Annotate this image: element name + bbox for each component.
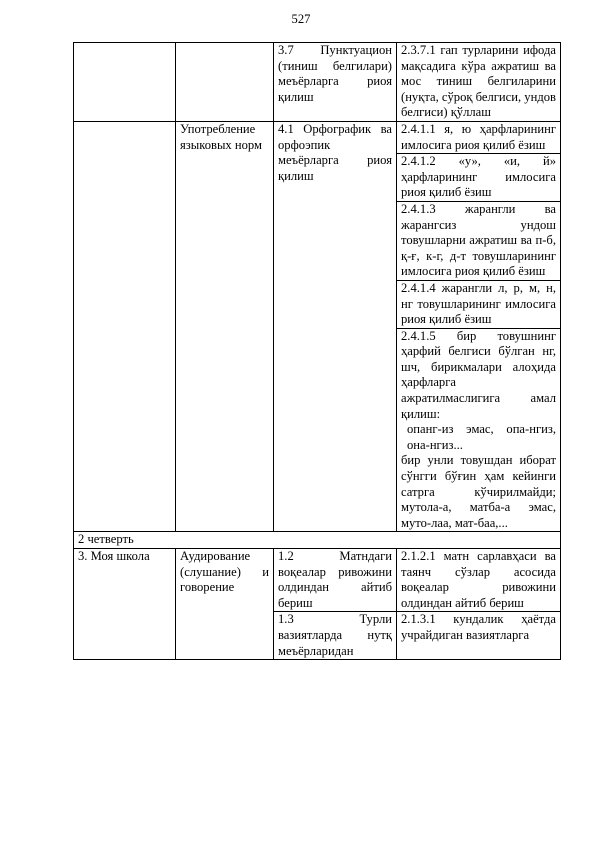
table-cell-objective: 1.2 Матндаги воқеалар ривожини олдиндан айтиб бериш	[274, 549, 397, 612]
quarter-heading: 2 четверть	[74, 532, 561, 549]
outcome-paragraph: бир унли товушдан иборат сўнгги бўғин ҳам кейинги сатрга кўчирилмайди; мутола-а, матба-а эмас, муто-лаа, мат-баа,...	[401, 453, 556, 530]
table-row	[74, 532, 561, 549]
table-cell-theme	[74, 121, 176, 531]
table-cell-theme	[74, 43, 176, 122]
table-cell-skill	[176, 43, 274, 122]
table-cell-theme: 3. Моя школа	[74, 549, 176, 660]
table-cell-skill: Употребление языковых норм	[176, 121, 274, 531]
table-row	[74, 43, 561, 122]
table-row	[74, 549, 561, 612]
table-cell-outcome: 2.4.1.4 жарангли л, р, м, н, нг товушларининг имлосига риоя қилиб ёзиш	[397, 280, 561, 328]
table-row	[74, 121, 561, 153]
table-cell-outcome: 2.4.1.3 жарангли ва жарангсиз ундош товушларни ажратиш ва п-б, қ-ғ, к-г, д-т товушларининг имлосига риоя қилиб ёзиш	[397, 201, 561, 280]
table-cell-skill: Аудирование (слушание) и говорение	[176, 549, 274, 660]
page-number: 527	[291, 12, 311, 26]
table-cell-objective: 1.3 Турли вазиятларда нутқ меъёрларидан	[274, 612, 397, 660]
table-cell-objective: 3.7 Пунктуацион (тиниш белгилари) меъёрларга риоя қилиш	[274, 43, 397, 122]
curriculum-table	[73, 42, 561, 660]
table-cell-objective: 4.1 Орфографик ва орфоэпик меъёрларга риоя қилиш	[274, 121, 397, 531]
table-cell-outcome: 2.1.3.1 кундалик ҳаётда учрайдиган вазиятларга	[397, 612, 561, 660]
outcome-paragraph: 2.4.1.5 бир товушнинг ҳарфий белгиси бўлган нг, шч, бирикмалари алоҳида ҳарфларга ажратилмаслигига амал қилиш:	[401, 328, 556, 421]
table-cell-outcome: 2.4.1.1 я, ю ҳарфларининг имлосига риоя қилиб ёзиш	[397, 121, 561, 153]
table-cell-outcome: 2.1.2.1 матн сарлавҳаси ва таянч сўзлар асосида воқеалар ривожини олдиндан айтиб бериш	[397, 549, 561, 612]
table-cell-outcome: 2.3.7.1 гап турларини ифода мақсадига кўра ажратиш ва мос тиниш белгиларини (нуқта, сўроқ белгиси, ундов белгиси) қўллаш	[397, 43, 561, 122]
table-cell-outcome	[397, 328, 561, 532]
table-cell-outcome: 2.4.1.2 «у», «и, й» ҳарфларининг имлосига риоя қилиб ёзиш	[397, 154, 561, 202]
outcome-example: опанг-из эмас, опа-нгиз, она-нгиз...	[407, 422, 556, 452]
